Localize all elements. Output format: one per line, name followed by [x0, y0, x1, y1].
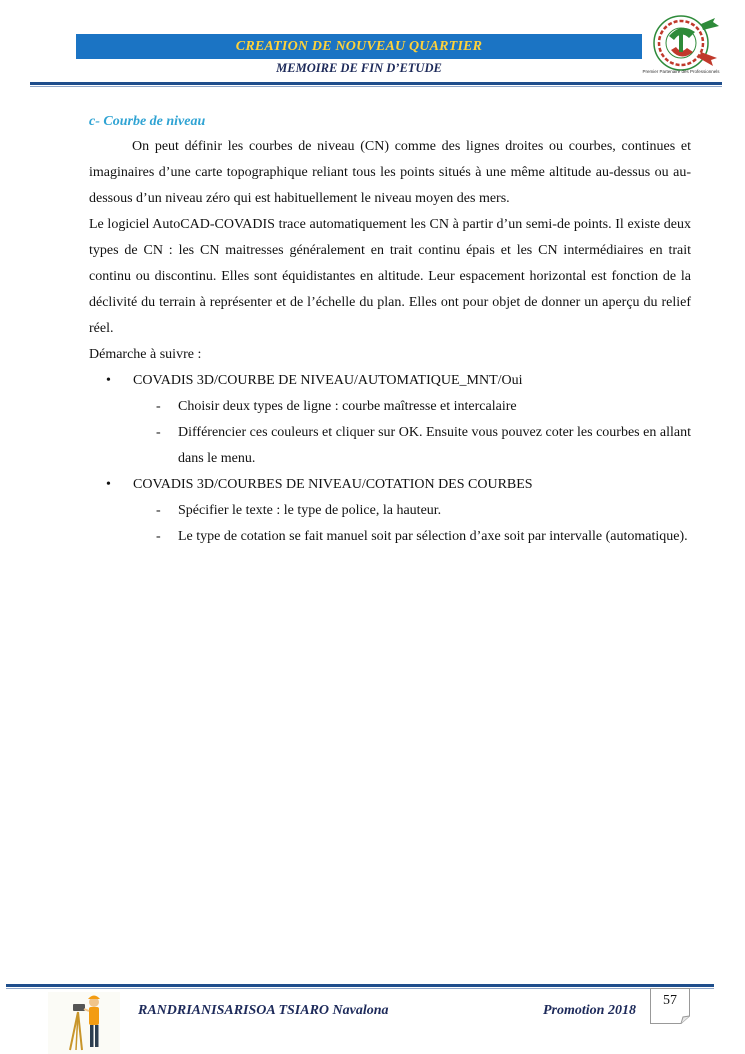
logo-caption: Premier Partenaire des Professionnels [642, 69, 720, 74]
bullet-icon: • [106, 373, 111, 388]
bullet-item [89, 472, 691, 498]
bullet-item [89, 368, 691, 394]
sub-item-text: Spécifier le texte : le type de police, la hauteur. [178, 503, 442, 518]
page-number: 57 [663, 993, 677, 1008]
paragraph: On peut définir les courbes de niveau (CN) comme des lignes droites ou courbes, continues et imaginaires d’une carte topographique reliant tous les points situés à une même altitude au-dessus ou au-dessous d’un niveau zéro qui est habituellement le niveau moyen des mers. [89, 139, 691, 206]
paragraph: Le logiciel AutoCAD-COVADIS trace automatiquement les CN à partir d’un semi-de points. Il existe deux types de CN : les CN maitresses généralement en trait continu épais et les CN intermédiaires en trait continu ou discontinu. Elles sont équidistantes en altitude. Leur espacement horizontal est fonction de la déclivité du terrain à représenter et de l’échelle du plan. Elles ont pour objet de donner un aperçu du relief réel. [89, 217, 691, 336]
dash-icon: - [156, 529, 161, 544]
bullet-text: COVADIS 3D/COURBE DE NIVEAU/AUTOMATIQUE_MNT/Oui [133, 373, 523, 388]
header-rule-thin [30, 86, 722, 87]
dash-icon: - [156, 425, 161, 440]
bullet-text: COVADIS 3D/COURBES DE NIVEAU/COTATION DES COURBES [133, 477, 533, 492]
sub-item-text: Choisir deux types de ligne : courbe maîtresse et intercalaire [178, 399, 517, 414]
footer-author: RANDRIANISARISOA TSIARO Navalona [138, 1003, 389, 1018]
footer-promotion: Promotion 2018 [543, 1003, 636, 1018]
sub-item-text: Le type de cotation se fait manuel soit par sélection d’axe soit par intervalle (automatique). [178, 529, 688, 544]
dash-icon: - [156, 399, 161, 414]
header-subtitle: MEMOIRE DE FIN D’ETUDE [276, 61, 442, 75]
paragraph: Démarche à suivre : [89, 347, 202, 362]
sub-item [89, 498, 691, 524]
header-title: CREATION DE NOUVEAU QUARTIER [76, 34, 642, 59]
bullet-icon: • [106, 477, 111, 492]
surveyor-illustration-icon [48, 992, 120, 1054]
document-body [89, 110, 691, 550]
header-rule [30, 82, 722, 85]
sub-item-text: Différencier ces couleurs et cliquer sur OK. Ensuite vous pouvez coter les courbes en allant dans le menu. [178, 425, 691, 466]
dash-icon: - [156, 503, 161, 518]
sub-item [89, 524, 691, 550]
footer-rule [6, 984, 714, 987]
footer-rule-thin [6, 988, 714, 989]
sub-item [89, 420, 691, 472]
section-title: c- Courbe de niveau [89, 114, 206, 129]
sub-item [89, 394, 691, 420]
